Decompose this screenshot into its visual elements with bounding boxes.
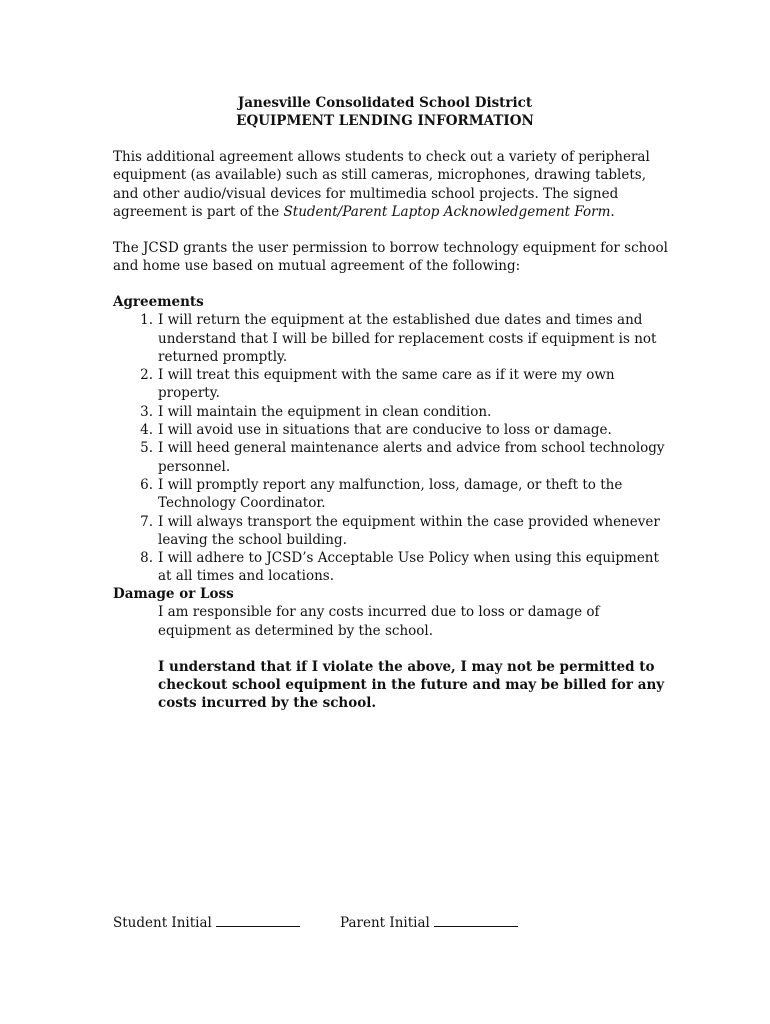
district-name: Janesville Consolidated School District <box>237 95 533 111</box>
document-header <box>0 94 770 130</box>
permission-paragraph: The JCSD grants the user permission to borrow technology equipment for school and home use based on mutual agreement of the following: <box>113 240 668 275</box>
damage-heading: Damage or Loss <box>113 586 234 602</box>
agreement-item <box>113 366 673 403</box>
agreement-item <box>113 311 673 366</box>
agreement-number: 1. <box>140 312 153 329</box>
agreement-item <box>113 549 673 586</box>
agreement-item <box>113 439 673 476</box>
agreements-heading: Agreements <box>113 294 204 310</box>
agreement-text: I will avoid use in situations that are conducive to loss or damage. <box>158 422 612 439</box>
parent-initial-label: Parent Initial <box>340 915 430 931</box>
agreement-text: I will adhere to JCSD’s Acceptable Use Policy when using this equipment at all times and locations. <box>158 550 659 585</box>
student-initial <box>113 912 300 932</box>
agreement-text: I will treat this equipment with the same care as if it were my own property. <box>158 367 615 402</box>
agreement-number: 4. <box>140 422 153 439</box>
agreement-text: I will promptly report any malfunction, loss, damage, or theft to the Technology Coordinator. <box>158 476 623 512</box>
form-name: Student/Parent Laptop Acknowledgement Form <box>283 203 611 220</box>
damage-section <box>113 585 673 713</box>
agreement-number: 2. <box>140 367 153 384</box>
damage-text: I am responsible for any costs incurred due to loss or damage of equipment as determined by the school. <box>158 604 600 639</box>
parent-initial <box>340 912 518 932</box>
agreement-number: 3. <box>140 403 153 420</box>
agreement-number: 6. <box>140 476 153 493</box>
agreements-list <box>113 311 673 585</box>
intro-end: . <box>610 203 615 220</box>
agreement-number: 7. <box>140 513 153 530</box>
agreements-section <box>113 293 673 586</box>
agreement-number: 5. <box>140 440 153 457</box>
agreement-item <box>113 403 673 421</box>
agreement-text: I will always transport the equipment within the case provided whenever leaving the school building. <box>158 513 660 548</box>
agreement-number: 8. <box>140 550 153 567</box>
agreement-text: I will maintain the equipment in clean condition. <box>158 403 492 420</box>
agreement-text: I will return the equipment at the established due dates and times and understand that I will be billed for replacement costs if equipment is not returned promptly. <box>158 312 657 365</box>
intro-text: This additional agreement allows students to check out a variety of peripheral equipment (as available) such as still cameras, microphones, drawing tablets, and other audio/visual devices for multimedia school projects. The signed agreement is part of the <box>113 149 650 220</box>
agreement-item <box>113 513 673 550</box>
parent-initial-line[interactable] <box>434 912 518 927</box>
warning-text: I understand that if I violate the above, I may not be permitted to checkout school equipment in the future and may be billed for any costs incurred by the school. <box>158 658 665 712</box>
intro-paragraph <box>113 148 673 221</box>
agreement-item <box>113 421 673 439</box>
agreement-text: I will heed general maintenance alerts and advice from school technology personnel. <box>158 440 665 475</box>
student-initial-label: Student Initial <box>113 915 212 931</box>
agreement-item <box>113 476 673 513</box>
student-initial-line[interactable] <box>216 912 300 927</box>
document-title: EQUIPMENT LENDING INFORMATION <box>236 113 534 129</box>
